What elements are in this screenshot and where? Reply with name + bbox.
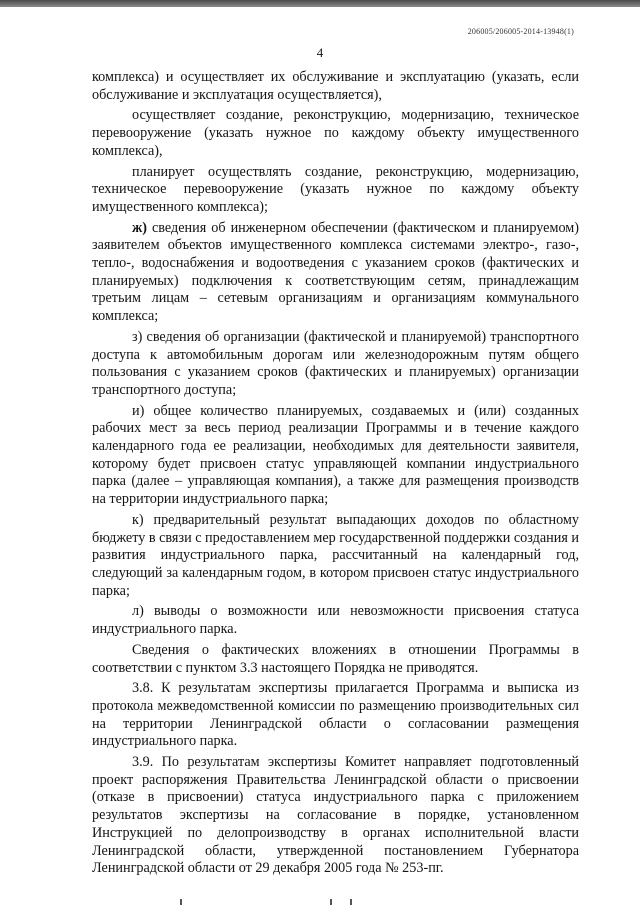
paragraph-item-i: и) общее количество планируемых, создаваемых и (или) созданных рабочих мест за весь период реализации Программы и в течение каждого календарного года ее реализации, необходимых для деятельности заявителя, которому будет присвоен статус управляющей компании индустриального парка (далее – управляющая компания), а также для размещения производств на территории индустриального парка; [92,402,579,508]
scan-mark [350,899,352,905]
item-text: сведения об инженерном обеспечении (фактическом и планируемом) заявителем объектов имущественного комплекса системами электро-, газо-, тепло-, водоснабжения и водоотведения с указанием сроков (фактических и планируемых) подключения к соответствующим сетям, принадлежащим третьим лицам – сетевым организациям и организациям коммунального комплекса; [92,219,579,325]
scan-mark [330,899,332,905]
scan-top-edge [0,0,640,7]
scan-mark [180,899,182,905]
paragraph-continuation: комплекса) и осуществляет их обслуживание и эксплуатацию (указать, если обслуживание и эксплуатация осуществляется), [92,69,579,103]
paragraph-item-z: з) сведения об организации (фактической и планируемой) транспортного доступа к автомобильным дорогам или железнодорожным путям общего пользования с указанием сроков (фактических и планируемых) организации транспортного доступа; [92,328,579,398]
document-body [92,69,579,878]
paragraph-item-zh [92,220,579,326]
paragraph-section-3-9: 3.9. По результатам экспертизы Комитет направляет подготовленный проект распоряжения Правительства Ленинградской области о присвоении (отказе в присвоении) статуса индустриального парка с приложением результатов экспертизы на согласование в порядке, установленном Инструкцией по делопроизводству в органах исполнительной власти Ленинградской области, утвержденной постановлением Губернатора Ленинградской области от 29 декабря 2005 года № 253-пг. [92,754,579,877]
page-number: 4 [316,45,324,60]
document-id: 206005/206005-2014-13948(1) [467,27,574,36]
item-marker: ж) [132,219,148,236]
paragraph-item-k: к) предварительный результат выпадающих доходов по областному бюджету в связи с предоставлением мер государственной поддержки создания и развития индустриального парка, рассчитанный на календарный год, следующий за календарным годом, в котором присвоен статус индустриального парка; [92,511,579,599]
scan-bottom-marks [0,899,640,905]
paragraph: осуществляет создание, реконструкцию, модернизацию, техническое перевооружение (указать нужное по каждому объекту имущественного комплекса), [92,107,579,159]
paragraph-section-3-8: 3.8. К результатам экспертизы прилагается Программа и выписка из протокола межведомственной комиссии по размещению производительных сил на территории Ленинградской области о согласовании размещения индустриального парка. [92,680,579,750]
paragraph-item-l: л) выводы о возможности или невозможности присвоения статуса индустриального парка. [92,603,579,638]
paragraph: планирует осуществлять создание, реконструкцию, модернизацию, техническое перевооружение (указать нужное по каждому объекту имущественного комплекса); [92,163,579,215]
paragraph: Сведения о фактических вложениях в отношении Программы в соответствии с пунктом 3.3 настоящего Порядка не приводятся. [92,641,579,676]
